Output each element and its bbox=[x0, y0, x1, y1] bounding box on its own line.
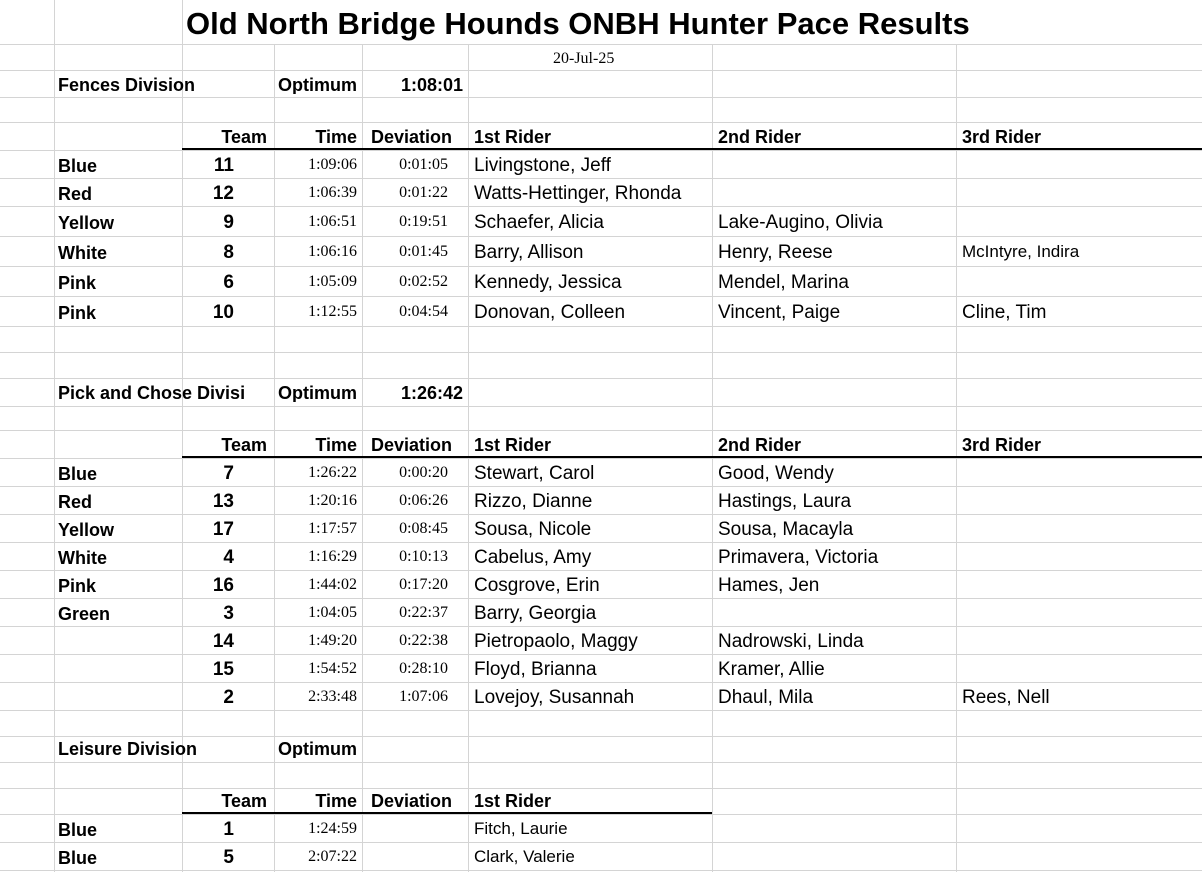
time-cell: 1:20:16 bbox=[308, 492, 357, 509]
column-header-time: Time bbox=[315, 435, 357, 455]
rider2-cell: Dhaul, Mila bbox=[718, 687, 814, 708]
optimum-time: 1:08:01 bbox=[400, 75, 463, 95]
rider2-cell: Primavera, Victoria bbox=[718, 547, 879, 568]
column-header-rider1: 1st Rider bbox=[474, 127, 552, 147]
column-header-time: Time bbox=[315, 791, 357, 811]
team-number: 10 bbox=[212, 302, 234, 323]
deviation-cell: 0:10:13 bbox=[399, 548, 448, 565]
column-header-rider3: 3rd Rider bbox=[962, 435, 1042, 455]
team-number: 6 bbox=[223, 272, 234, 293]
team-number: 9 bbox=[223, 212, 234, 233]
rider2-cell: Sousa, Macayla bbox=[718, 519, 854, 540]
team-number: 12 bbox=[212, 183, 234, 204]
team-number: 4 bbox=[223, 547, 234, 568]
column-header-deviation: Deviation bbox=[371, 435, 453, 455]
deviation-cell: 1:07:06 bbox=[399, 688, 448, 705]
team-color: Pink bbox=[58, 273, 97, 293]
team-number: 3 bbox=[223, 603, 234, 624]
team-number: 16 bbox=[212, 575, 234, 596]
deviation-cell: 0:01:45 bbox=[399, 243, 448, 260]
rider2-cell: Vincent, Paige bbox=[718, 302, 841, 323]
deviation-cell: 0:01:05 bbox=[399, 156, 448, 173]
rider2-cell: Good, Wendy bbox=[718, 463, 834, 484]
rider1-cell: Pietropaolo, Maggy bbox=[474, 631, 638, 652]
division-name: Fences Division bbox=[58, 76, 196, 94]
rider1-cell: Sousa, Nicole bbox=[474, 519, 592, 540]
header-underline bbox=[182, 812, 712, 814]
team-number: 15 bbox=[212, 659, 234, 680]
team-color: Red bbox=[58, 492, 93, 512]
time-cell: 1:24:59 bbox=[308, 820, 357, 837]
time-cell: 1:17:57 bbox=[308, 520, 357, 537]
team-color: Blue bbox=[58, 464, 98, 484]
column-header-deviation: Deviation bbox=[371, 791, 453, 811]
deviation-cell: 0:04:54 bbox=[399, 303, 448, 320]
team-number: 5 bbox=[223, 847, 234, 868]
time-cell: 1:06:39 bbox=[308, 184, 357, 201]
rider2-cell: Mendel, Marina bbox=[718, 272, 849, 293]
rider2-cell: Henry, Reese bbox=[718, 242, 833, 263]
optimum-label: Optimum bbox=[278, 740, 357, 758]
team-color: Yellow bbox=[58, 520, 115, 540]
deviation-cell: 0:28:10 bbox=[399, 660, 448, 677]
rider1-cell: Schaefer, Alicia bbox=[474, 212, 604, 233]
deviation-cell: 0:06:26 bbox=[399, 492, 448, 509]
rider1-cell: Stewart, Carol bbox=[474, 463, 595, 484]
team-number: 1 bbox=[223, 819, 234, 840]
team-color: Blue bbox=[58, 156, 98, 176]
rider1-cell: Rizzo, Dianne bbox=[474, 491, 593, 512]
team-color: Blue bbox=[58, 848, 98, 868]
rider1-cell: Cosgrove, Erin bbox=[474, 575, 600, 596]
rider1-cell: Clark, Valerie bbox=[474, 847, 575, 866]
time-cell: 1:12:55 bbox=[308, 303, 357, 320]
rider1-cell: Barry, Allison bbox=[474, 242, 584, 263]
rider1-cell: Floyd, Brianna bbox=[474, 659, 597, 680]
column-header-rider2: 2nd Rider bbox=[718, 435, 802, 455]
column-header-team: Team bbox=[221, 791, 267, 811]
division-name: Pick and Chose Divisi bbox=[58, 384, 246, 402]
team-color: White bbox=[58, 548, 107, 568]
column-header-deviation: Deviation bbox=[371, 127, 453, 147]
rider3-cell: Cline, Tim bbox=[962, 302, 1047, 323]
rider2-cell: Hastings, Laura bbox=[718, 491, 852, 512]
rider1-cell: Lovejoy, Susannah bbox=[474, 687, 635, 708]
team-color: Red bbox=[58, 184, 93, 204]
rider1-cell: Kennedy, Jessica bbox=[474, 272, 622, 293]
optimum-label: Optimum bbox=[278, 76, 357, 94]
team-number: 11 bbox=[213, 155, 234, 176]
optimum-label: Optimum bbox=[278, 384, 357, 402]
rider2-cell: Hames, Jen bbox=[718, 575, 820, 596]
team-number: 2 bbox=[223, 687, 234, 708]
team-color: White bbox=[58, 243, 107, 263]
column-header-team: Team bbox=[221, 127, 267, 147]
deviation-cell: 0:22:38 bbox=[399, 632, 448, 649]
team-color: Pink bbox=[58, 303, 97, 323]
column-header-rider1: 1st Rider bbox=[474, 435, 552, 455]
division-name: Leisure Division bbox=[58, 740, 198, 758]
team-number: 14 bbox=[212, 631, 234, 652]
rider1-cell: Barry, Georgia bbox=[474, 603, 597, 624]
column-header-rider2: 2nd Rider bbox=[718, 127, 802, 147]
rider2-cell: Kramer, Allie bbox=[718, 659, 825, 680]
rider2-cell: Lake-Augino, Olivia bbox=[718, 212, 883, 233]
team-color: Pink bbox=[58, 576, 97, 596]
team-color: Blue bbox=[58, 820, 98, 840]
rider1-cell: Watts-Hettinger, Rhonda bbox=[474, 183, 682, 204]
header-underline bbox=[182, 456, 1202, 458]
team-number: 7 bbox=[223, 463, 234, 484]
time-cell: 1:44:02 bbox=[308, 576, 357, 593]
team-number: 8 bbox=[223, 242, 234, 263]
rider1-cell: Donovan, Colleen bbox=[474, 302, 626, 323]
time-cell: 2:07:22 bbox=[308, 848, 357, 865]
deviation-cell: 0:01:22 bbox=[399, 184, 448, 201]
rider1-cell: Fitch, Laurie bbox=[474, 819, 568, 838]
time-cell: 2:33:48 bbox=[308, 688, 357, 705]
rider1-cell: Cabelus, Amy bbox=[474, 547, 592, 568]
rider1-cell: Livingstone, Jeff bbox=[474, 155, 611, 176]
team-color: Yellow bbox=[58, 213, 115, 233]
team-number: 13 bbox=[212, 491, 234, 512]
column-header-rider3: 3rd Rider bbox=[962, 127, 1042, 147]
rider3-cell: Rees, Nell bbox=[962, 687, 1050, 708]
time-cell: 1:06:16 bbox=[308, 243, 357, 260]
time-cell: 1:16:29 bbox=[308, 548, 357, 565]
deviation-cell: 0:22:37 bbox=[399, 604, 448, 621]
time-cell: 1:54:52 bbox=[308, 660, 357, 677]
time-cell: 1:04:05 bbox=[308, 604, 357, 621]
deviation-cell: 0:19:51 bbox=[399, 213, 448, 230]
column-header-rider1: 1st Rider bbox=[474, 791, 552, 811]
deviation-cell: 0:00:20 bbox=[399, 464, 448, 481]
time-cell: 1:49:20 bbox=[308, 632, 357, 649]
deviation-cell: 0:17:20 bbox=[399, 576, 448, 593]
team-number: 17 bbox=[212, 519, 234, 540]
deviation-cell: 0:02:52 bbox=[399, 273, 448, 290]
time-cell: 1:05:09 bbox=[308, 273, 357, 290]
team-color: Green bbox=[58, 604, 111, 624]
rider2-cell: Nadrowski, Linda bbox=[718, 631, 864, 652]
column-header-team: Team bbox=[221, 435, 267, 455]
rider3-cell: McIntyre, Indira bbox=[962, 242, 1080, 261]
date-cell: 20-Jul-25 bbox=[553, 50, 615, 67]
time-cell: 1:26:22 bbox=[308, 464, 357, 481]
time-cell: 1:06:51 bbox=[308, 213, 357, 230]
column-header-time: Time bbox=[315, 127, 357, 147]
header-underline bbox=[182, 148, 1202, 150]
optimum-time: 1:26:42 bbox=[400, 383, 463, 403]
time-cell: 1:09:06 bbox=[308, 156, 357, 173]
deviation-cell: 0:08:45 bbox=[399, 520, 448, 537]
page-title: Old North Bridge Hounds ONBH Hunter Pace Results bbox=[186, 6, 970, 41]
